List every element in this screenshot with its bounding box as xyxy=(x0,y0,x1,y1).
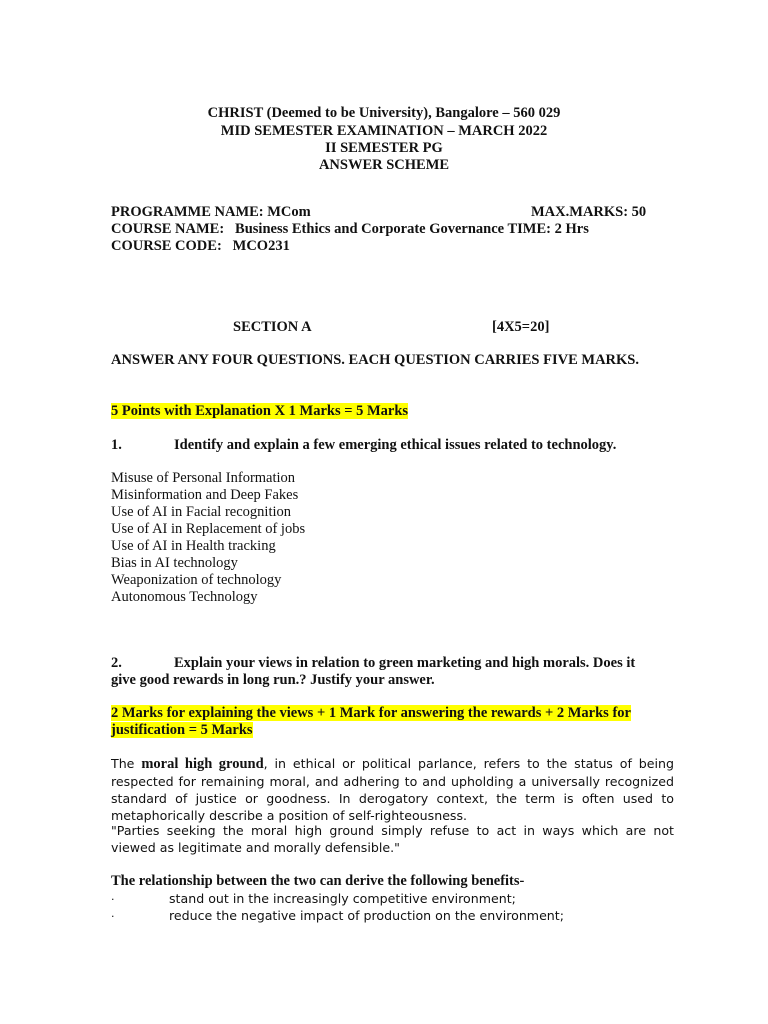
list-item: · stand out in the increasingly competitive environment; xyxy=(111,891,516,906)
quote-paragraph: "Parties seeking the moral high ground simply refuse to act in ways which are not viewed as legitimate and morally defensible." xyxy=(111,823,674,855)
list-item: Misinformation and Deep Fakes xyxy=(111,487,299,503)
list-item: Use of AI in Replacement of jobs xyxy=(111,521,306,537)
benefits-heading: The relationship between the two can derive the following benefits- xyxy=(111,873,525,889)
marking-scheme-1: 5 Points with Explanation X 1 Marks = 5 Marks xyxy=(111,403,409,419)
list-item: Use of AI in Health tracking xyxy=(111,538,276,554)
list-item: Bias in AI technology xyxy=(111,555,238,571)
question-2-text-line1: Explain your views in relation to green marketing and high morals. Does it xyxy=(174,655,636,671)
marking-scheme-2: 2 Marks for explaining the views + 1 Mark for answering the rewards + 2 Marks for justification = 5 Marks xyxy=(111,705,631,738)
question-2-number: 2. xyxy=(111,655,122,671)
bullet-icon: · xyxy=(111,910,115,923)
section-marks: [4X5=20] xyxy=(492,319,550,335)
course-code: COURSE CODE: MCO231 xyxy=(111,238,290,254)
list-item: Weaponization of technology xyxy=(111,572,282,588)
max-marks: MAX.MARKS: 50 xyxy=(531,204,647,220)
answer-list-1 xyxy=(111,470,305,606)
list-item: Autonomous Technology xyxy=(111,589,258,605)
list-item: Use of AI in Facial recognition xyxy=(111,504,291,520)
course-name: COURSE NAME: Business Ethics and Corporate Governance TIME: 2 Hrs xyxy=(111,221,589,237)
answer-scheme-title: ANSWER SCHEME xyxy=(318,157,450,173)
question-2-text-line2: give good rewards in long run.? Justify your answer. xyxy=(111,672,435,688)
programme-name: PROGRAMME NAME: MCom xyxy=(111,204,311,220)
bullet-icon: · xyxy=(111,893,115,906)
semester: II SEMESTER PG xyxy=(325,140,443,156)
list-item: · reduce the negative impact of production on the environment; xyxy=(111,908,564,923)
moral-high-ground-paragraph: The moral high ground, in ethical or political parlance, refers to the status of being respected for remaining moral, and adhering to and upholding a universally recognized standard of justice or goodness. In derogatory context, the term is often used to metaphorically describe a position of self-righteousness. xyxy=(111,756,674,823)
section-instruction: ANSWER ANY FOUR QUESTIONS. EACH QUESTION CARRIES FIVE MARKS. xyxy=(111,352,639,368)
benefits-list xyxy=(111,890,564,924)
question-1-text: Identify and explain a few emerging ethical issues related to technology. xyxy=(174,437,617,453)
section-title: SECTION A xyxy=(233,319,312,335)
question-1-number: 1. xyxy=(111,437,122,453)
list-item: Misuse of Personal Information xyxy=(111,470,296,486)
university-name: CHRIST (Deemed to be University), Bangalore – 560 029 xyxy=(207,105,561,121)
exam-title: MID SEMESTER EXAMINATION – MARCH 2022 xyxy=(220,123,548,139)
